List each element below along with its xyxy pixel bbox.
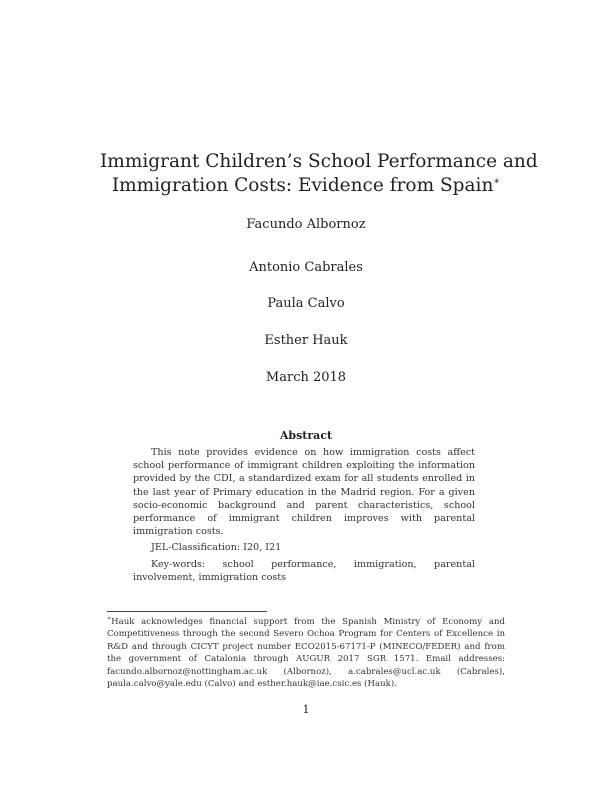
title-footnote-marker[interactable]: ∗	[493, 175, 501, 187]
abstract-heading: Abstract	[279, 429, 333, 442]
date: March 2018	[265, 370, 347, 385]
jel-classification: JEL-Classification: I20, I21	[151, 542, 282, 554]
author-3: Paula Calvo	[267, 296, 345, 311]
footnote-marker: ∗	[107, 615, 112, 623]
abstract-text: This note provides evidence on how immigration costs affect school performance of immigrant children exploiting the information provided by the CDI, a standardized exam for all students enrolled in the last year of Primary education in the Madrid region. For a given socio-economic background and parent characteristics, school performance of immigrant children improves with parental immigration costs.	[133, 447, 475, 538]
title-line-2	[100, 174, 512, 198]
author-2: Antonio Cabrales	[249, 260, 363, 275]
author-4: Esther Hauk	[264, 333, 348, 348]
footnote	[107, 616, 505, 690]
author-1: Facundo Albornoz	[246, 217, 366, 232]
keywords: Key-words: school performance, immigration, parental involvement, immigration costs	[133, 558, 475, 583]
page-number: 1	[302, 703, 310, 716]
title-line-1: Immigrant Children’s School Performance and	[100, 151, 538, 172]
abstract-body	[133, 446, 475, 584]
paper-title	[100, 150, 538, 198]
title-line-2-text: Immigration Costs: Evidence from Spain	[111, 175, 494, 196]
footnote-text: Hauk acknowledges financial support from the Spanish Ministry of Economy and Competitiveness through the second Severo Ochoa Program for Centers of Excellence in R&D and through CICYT project number ECO2015-67171-P (MINECO/FEDER) and from the government of Catalonia through AUGUR 2017 SGR 1571. Email addresses: facundo.albornoz@nottingham.ac.uk (Albornoz), a.cabrales@ucl.ac.uk (Cabrales), paula.calvo@yale.edu (Calvo) and esther.hauk@iae.csic.es (Hauk).	[107, 617, 505, 690]
footnote-rule	[107, 611, 267, 612]
